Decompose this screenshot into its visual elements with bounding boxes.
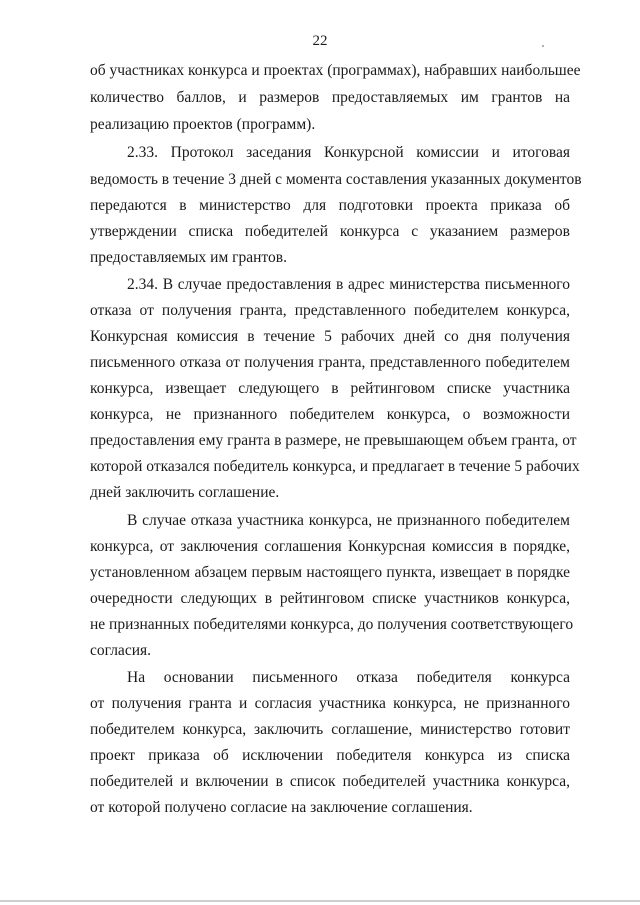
scan-edge: [0, 900, 640, 902]
text-line: передаются в министерство для подготовки проекта приказа об: [90, 197, 570, 214]
text-line: Конкурсная комиссия в течение 5 рабочих дней со дня получения: [90, 328, 570, 345]
text-line: предоставляемых им грантов.: [90, 249, 287, 266]
text-line: На основании письменного отказа победителя конкурса: [127, 669, 570, 686]
text-line: отказа от получения гранта, представленного победителем конкурса,: [90, 302, 570, 319]
text-line: от получения гранта и согласия участника конкурса, не признанного: [90, 695, 570, 712]
text-line: количество баллов, и размеров предоставляемых им грантов на: [90, 89, 570, 106]
text-line: не признанных победителями конкурса, до получения соответствующего: [90, 616, 574, 633]
text-line: 2.33. Протокол заседания Конкурсной комиссии и итоговая: [127, 144, 570, 161]
text-line: В случае отказа участника конкурса, не признанного победителем: [127, 512, 570, 529]
text-line: утверждении списка победителей конкурса с указанием размеров: [90, 223, 570, 240]
text-line: конкурса, не признанного победителем конкурса, о возможности: [90, 406, 570, 423]
text-line: реализацию проектов (программ).: [90, 116, 316, 133]
text-line: ведомость в течение 3 дней с момента составления указанных документов: [90, 171, 582, 188]
text-line: предоставления ему гранта в размере, не превышающем объем гранта, от: [90, 432, 577, 449]
text-line: победителей и включении в список победителей участника конкурса,: [90, 773, 570, 790]
text-line: конкурса, от заключения соглашения Конкурсная комиссия в порядке,: [90, 538, 570, 555]
text-line: об участниках конкурса и проектах (программах), набравших наибольшее: [90, 62, 581, 79]
text-line: письменного отказа от получения гранта, представленного победителем: [90, 354, 570, 371]
scan-speck: [542, 45, 544, 47]
text-line: победителем конкурса, заключить соглашение, министерство готовит: [90, 721, 570, 738]
text-line: 2.34. В случае предоставления в адрес министерства письменного: [127, 276, 570, 293]
text-line: которой отказался победитель конкурса, и предлагает в течение 5 рабочих: [90, 458, 580, 475]
text-line: конкурса, извещает следующего в рейтинговом списке участника: [90, 380, 570, 397]
text-line: очередности следующих в рейтинговом списке участников конкурса,: [90, 590, 570, 607]
text-line: согласия.: [90, 642, 151, 659]
text-line: от которой получено согласие на заключение соглашения.: [90, 799, 473, 816]
text-line: дней заключить соглашение.: [90, 484, 280, 501]
text-line: установленном абзацем первым настоящего пункта, извещает в порядке: [90, 564, 570, 581]
page-number: 22: [312, 33, 328, 49]
text-line: проект приказа об исключении победителя конкурса из списка: [90, 747, 570, 764]
